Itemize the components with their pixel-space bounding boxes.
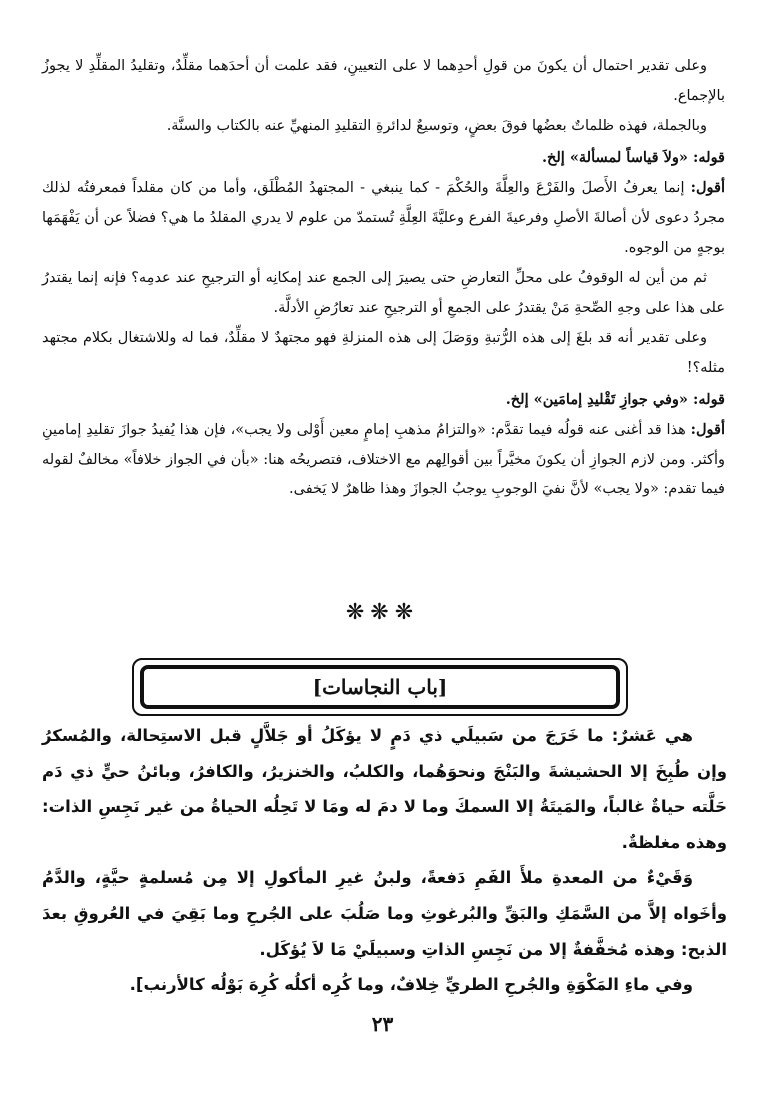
main-text-paragraph: وفي ماءِ المَكْوَةِ والجُرحِ الطريِّ خِلافٌ، وما كُرِه أكلُه كُرِهَ بَوْلُه كالأرنب].	[129, 975, 693, 995]
answer-text: إنما يعرفُ الأَصلَ والفَرْعَ والعِلَّةَ والحُكْمَ - كما ينبغي - المجتهدُ المُطْلَق، وأما من كان مقلداً فمعرفتُه لذلك مجردُ دعوى لأن أصالةَ الأصلِ وفرعيةَ الفرع وعليَّةَ العِلَّةِ تُستمدّ من علوم لا يدري المقلدُ ما هي؟ فضلاً عن أن يَفْهَمَها بوجهٍ من الوجوه.	[42, 180, 725, 256]
answer-paragraph	[42, 173, 725, 263]
section-divider-ornament: ❋❋❋	[345, 600, 420, 625]
commentary-paragraph: ثم من أين له الوقوفُ على محلِّ التعارضِ حتى يصيرَ إلى الجمع عند إمكانِه أو الترجيحِ عند عدمِه؟ فإنه إنما يقتدرُ على هذا على وجهِ الصِّحةِ مَنْ يقتدرُ على الجمعِ أو الترجيحِ عند تعارُضِ الأدلَّة.	[42, 270, 725, 316]
commentary-paragraph: وعلى تقدير أنه قد بلغَ إلى هذه الرُّتبةِ ووَصَلَ إلى هذه المنزلةِ فهو مجتهدٌ لا مقلِّدٌ، فما له وللاشتغال بكلام مجتهد مثله؟!	[42, 330, 725, 376]
commentary-section	[42, 52, 725, 506]
answer-lead: أقول:	[690, 421, 726, 439]
section-title-inner-border	[140, 665, 620, 709]
main-text-paragraph: هي عَشرٌ: ما خَرَجَ من سَبيلَي ذي دَمٍ لا يؤكَلُ أو جَلاَّلٍ قبل الاستِحالة، والمُسكرُ وإن طُبِخَ إلا الحشيشةَ والبَنْجَ ونحوَهُما، والكلبُ، والخنزيرُ، والكافرُ، وبائنُ حيٍّ ذي دَم حَلَّته حياةٌ غالباً، والمَيتَةُ إلا السمكَ وما لا دمَ له ومَا لا تَحِلُه الحياةُ من غير نَجِسِ الذات: وهذه مغلظةٌ.	[42, 726, 727, 852]
answer-text: هذا قد أغنى عنه قولُه فيما تقدَّم: «والتزامُ مذهبِ إمامٍ معين أَوْلى ولا يجب»، فإن هذا يُفيدُ جوازَ تقليدِ إمامينِ وأكثر. ومن لازم الجوازِ أن يكونَ مخيَّراً بين أقوالِهم مع الاختلاف، فتصريحُه هنا: «بأن في الجواز خلافاً» مخالفٌ لقوله فيما تقدم: «ولا يجب» لأنَّ نفيَ الوجوبِ يوجبُ الجوازَ وهذا ظاهرٌ لا يَخفى.	[42, 422, 725, 498]
main-text-paragraph: وَقَيْءٌ من المعدةِ ملأَ الفَمِ دَفعةً، ولبنُ غيرِ المأكولِ إلا مِن مُسلمةٍ حيَّةٍ، والدَّمُ وأخَواه إلاَّ من السَّمَكِ والبَقِّ والبُرغوثِ وما صَلُبَ على الجُرحِ وما بَقِيَ في العُروقِ بعدَ الذبح: وهذه مُخفَّفةٌ إلا من نَجِسِ الذاتِ وسبيلَيْ مَا لاَ يُؤكَل.	[42, 868, 727, 959]
page-number: ٢٣	[371, 1012, 394, 1036]
answer-lead: أقول:	[690, 179, 725, 197]
commentary-paragraph: وبالجملة، فهذه ظلماتٌ بعضُها فوقَ بعضٍ، وتوسيعٌ لدائرةِ التقليدِ المنهيِّ عنه بالكتاب والسنَّة.	[166, 118, 707, 135]
section-title: [باب النجاسات]	[312, 675, 448, 699]
quote-heading: قوله: «ولاَ قياساً لمسألة» إلخ.	[541, 148, 725, 166]
answer-paragraph	[42, 415, 725, 505]
main-text-section	[42, 718, 727, 1003]
section-title-frame	[132, 658, 628, 716]
quote-heading: قوله: «وفي جوازِ تَقْليدِ إمامَين» إلخ.	[505, 390, 725, 408]
commentary-paragraph: وعلى تقدير احتمال أن يكونَ من قولِ أحدِهما لا على التعيينِ، فقد علمت أن أحدَهما مقلِّدٌ، وتقليدُ المقلِّدِ لا يجوزُ بالإجماع.	[42, 58, 725, 104]
